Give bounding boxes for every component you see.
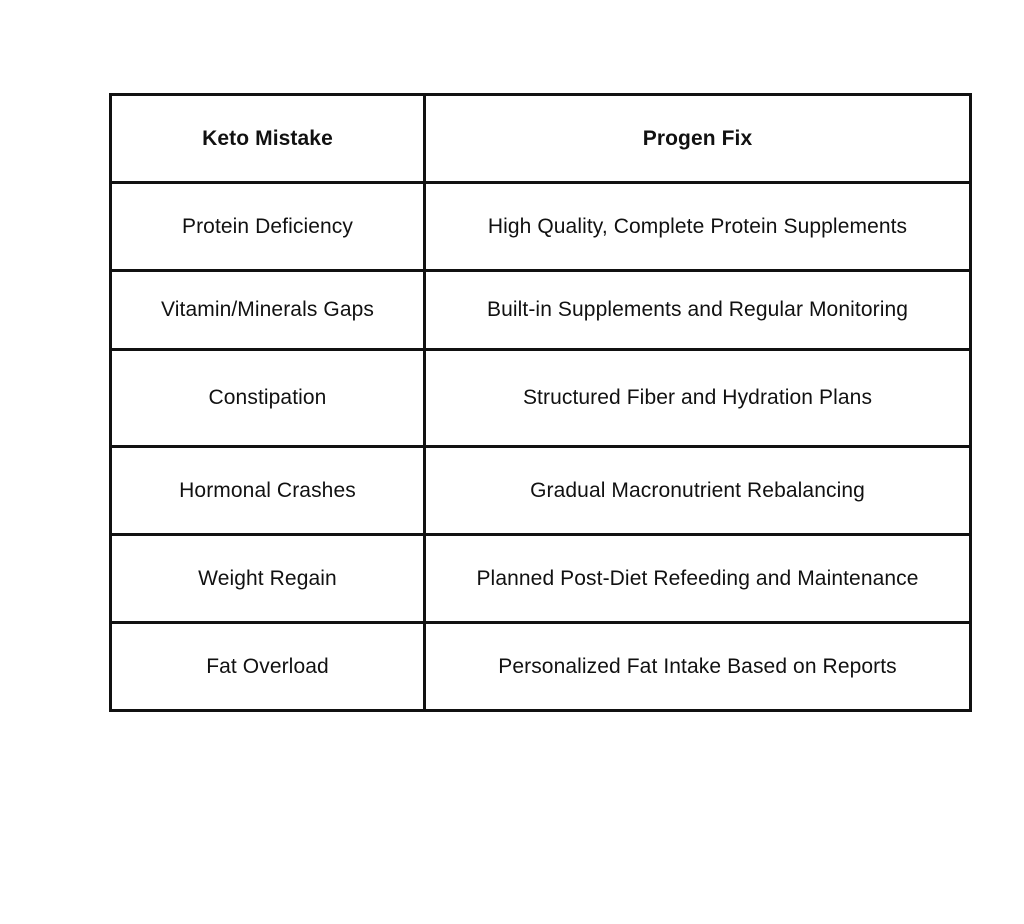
fix-cell: Built-in Supplements and Regular Monitoring (425, 271, 971, 350)
table-header-row (111, 95, 971, 183)
header-keto-mistake: Keto Mistake (111, 95, 425, 183)
mistake-cell: Vitamin/Minerals Gaps (111, 271, 425, 350)
mistake-cell: Weight Regain (111, 535, 425, 623)
table-row (111, 623, 971, 711)
fix-cell: Structured Fiber and Hydration Plans (425, 350, 971, 447)
mistake-cell: Constipation (111, 350, 425, 447)
mistake-cell: Protein Deficiency (111, 183, 425, 271)
fix-cell: Personalized Fat Intake Based on Reports (425, 623, 971, 711)
table-row (111, 350, 971, 447)
table-row (111, 447, 971, 535)
keto-mistakes-table (109, 93, 972, 712)
mistake-cell: Fat Overload (111, 623, 425, 711)
header-progen-fix: Progen Fix (425, 95, 971, 183)
fix-cell: Gradual Macronutrient Rebalancing (425, 447, 971, 535)
table-row (111, 183, 971, 271)
table-row (111, 271, 971, 350)
fix-cell: High Quality, Complete Protein Supplements (425, 183, 971, 271)
mistake-cell: Hormonal Crashes (111, 447, 425, 535)
table-row (111, 535, 971, 623)
comparison-table-container (109, 93, 969, 712)
fix-cell: Planned Post-Diet Refeeding and Maintenance (425, 535, 971, 623)
